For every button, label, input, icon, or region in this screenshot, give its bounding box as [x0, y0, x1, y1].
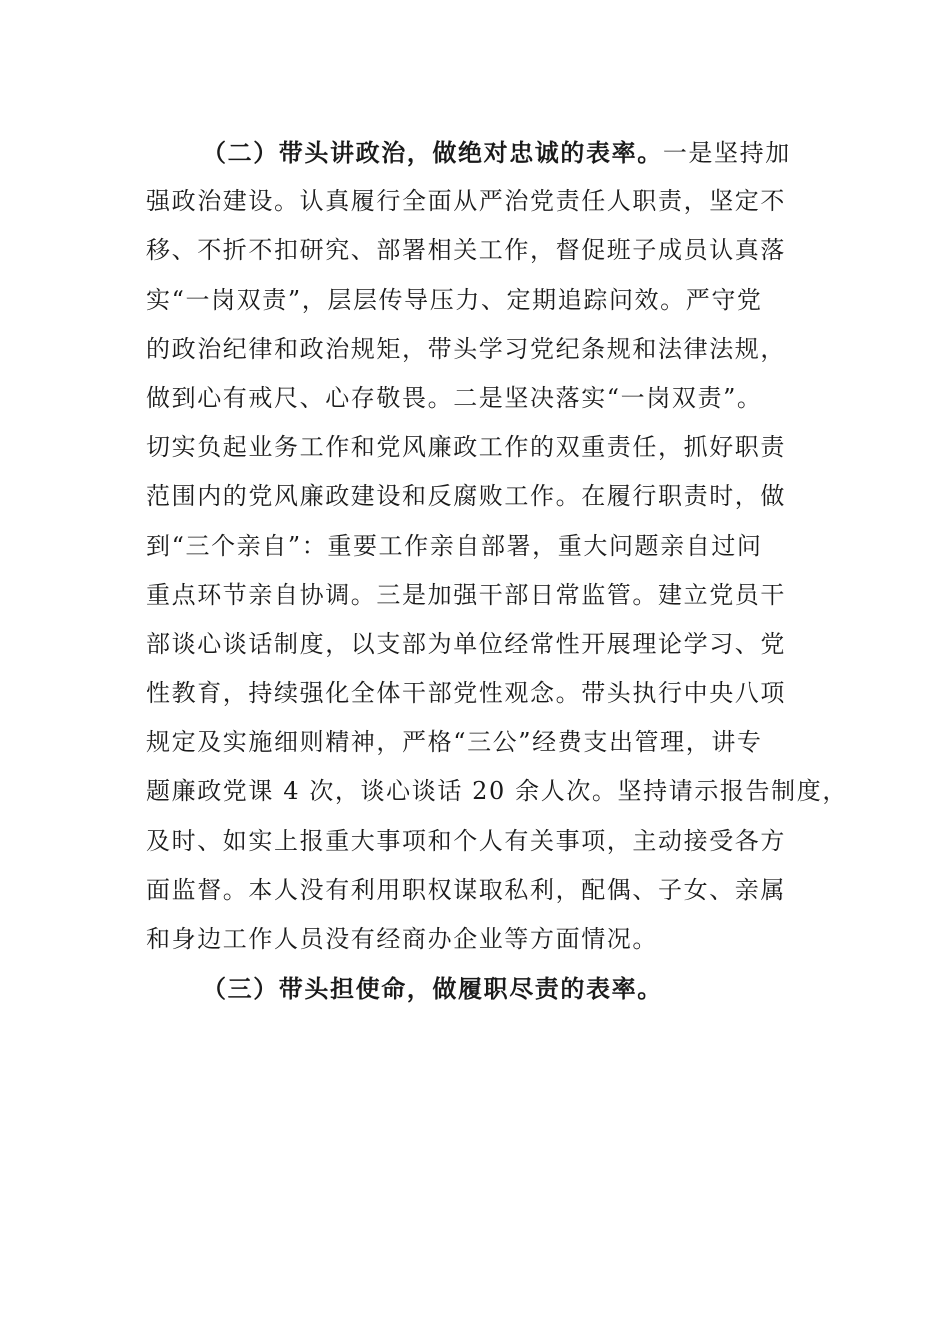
paragraph-line: 范围内的党风廉政建设和反腐败工作。在履行职责时，做 — [146, 482, 786, 511]
paragraph-line: 规定及实施细则精神，严格“三公”经费支出管理，讲专 — [146, 728, 763, 757]
paragraph-text: 一是坚持加 — [662, 139, 791, 167]
paragraph-line: 强政治建设。认真履行全面从严治党责任人职责，坚定不 — [146, 187, 786, 216]
section-heading: （三）带头担使命，做履职尽责的表率。 — [202, 974, 663, 1004]
paragraph-line: 到“三个亲自”：重要工作亲自部署，重大问题亲自过问 — [146, 531, 763, 560]
paragraph-line: 实“一岗双责”，层层传导压力、定期追踪问效。严守党 — [146, 285, 763, 314]
paragraph-line: 及时、如实上报重大事项和个人有关事项，主动接受各方 — [146, 826, 786, 855]
paragraph-line: 性教育，持续强化全体干部党性观念。带头执行中央八项 — [146, 679, 786, 708]
paragraph-line — [146, 128, 816, 177]
section-heading: （二）带头讲政治，做绝对忠诚的表率。 — [202, 138, 663, 167]
paragraph-line: 切实负起业务工作和党风廉政工作的双重责任，抓好职责 — [146, 433, 786, 462]
document-body — [146, 128, 848, 1013]
paragraph-line: 题廉政党课 4 次，谈心谈话 20 余人次。坚持请示报告制度， — [146, 777, 848, 806]
paragraph-line: 面监督。本人没有利用职权谋取私利，配偶、子女、亲属 — [146, 875, 786, 904]
paragraph-line: 重点环节亲自协调。三是加强干部日常监管。建立党员干 — [146, 580, 786, 609]
paragraph-line: 和身边工作人员没有经商办企业等方面情况。 — [146, 925, 658, 953]
paragraph-line: 部谈心谈话制度，以支部为单位经常性开展理论学习、党 — [146, 629, 786, 658]
paragraph-line: 做到心有戒尺、心存敬畏。二是坚决落实“一岗双责”。 — [146, 383, 763, 412]
paragraph-line: 的政治纪律和政治规矩，带头学习党纪条规和法律法规， — [146, 334, 786, 363]
paragraph-line: 移、不折不扣研究、部署相关工作，督促班子成员认真落 — [146, 236, 786, 265]
